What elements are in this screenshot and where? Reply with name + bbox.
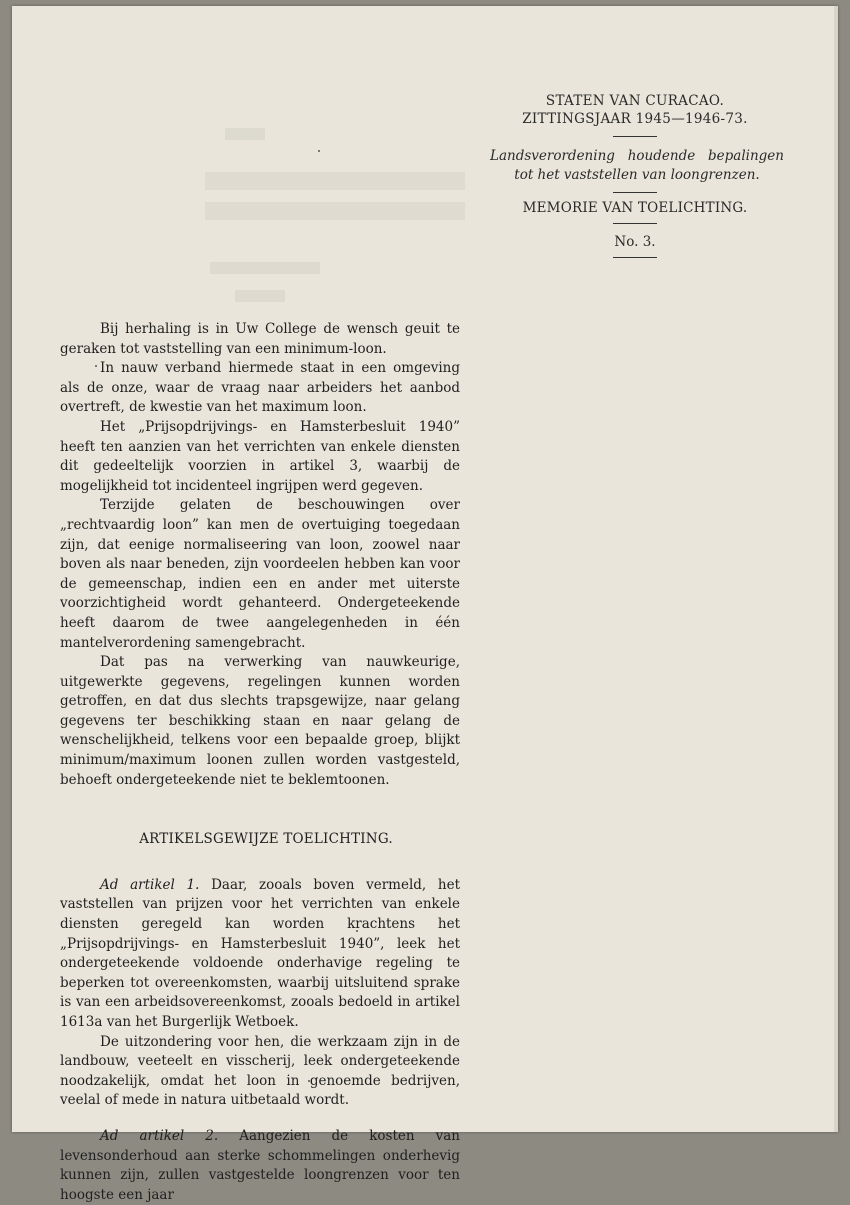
paragraph-gap [60, 1111, 460, 1127]
intro-paragraph: Terzijde gelaten de beschouwingen over „rechtvaardig loon” kan men de overtuiging toegedaan zijn, dat eenige normaliseering van loon, zoowel naar boven als naar beneden, zijn voordeelen hebben kan voor de gemeenschap, indien een en ander met uiterste voorzichtigheid wordt gehanteerd. Ondergeteekende heeft daarom de twee aangelegenheden in één mantelverordening samengebracht. [60, 497, 460, 651]
section-heading: ARTIKELSGEWIJZE TOELICHTING. [139, 831, 393, 848]
article-paragraph [60, 876, 460, 1033]
header-divider [613, 192, 657, 193]
page-edge [834, 6, 838, 1132]
document-number: No. 3. [614, 234, 656, 250]
intro-paragraph: Het „Prijsopdrijvings- en Hamsterbesluit 1940” heeft ten aanzien van het verrichten van enkele diensten dit gedeeltelijk voorzien in artikel 3, waarbij de mogelijkheid tot incidenteel ingrijpen werd gegeven. [60, 418, 460, 494]
bleed-through-artifact [225, 128, 265, 140]
article-label: Ad artikel 1. [100, 876, 200, 893]
header-title: STATEN VAN CURACAO. [545, 93, 725, 109]
intro-paragraph: Dat pas na verwerking van nauwkeurige, uitgewerkte gegevens, regelingen kunnen worden getroffen, en dat dus slechts trapsgewijze, naar gelang gegevens ter beschikking staan en naar gelang de wenschelijkheid, telkens voor een bepaalde groep, blijkt minimum/maximum loonen zullen worden vastgesteld, behoeft ondergeteekende niet te beklemtoonen. [60, 654, 460, 788]
header-subtitle: Landsverordening houdende bepalingen tot het vaststellen van loongrenzen. [490, 148, 784, 183]
bleed-through-artifact [210, 262, 320, 274]
bleed-through-artifact [235, 290, 285, 302]
memorie-heading: MEMORIE VAN TOELICHTING. [522, 200, 748, 216]
header-divider [613, 136, 657, 137]
header-divider [613, 223, 657, 224]
paper-speck [318, 150, 320, 152]
intro-paragraph: Bij herhaling is in Uw College de wensch geuit te geraken tot vaststelling van een minimum-loon. [60, 321, 460, 357]
header-divider [613, 257, 657, 258]
document-body [60, 320, 460, 1205]
article-text: Daar, zooals boven vermeld, het vaststellen van prijzen voor het verrichten van enkele diensten geregeld kan worden krachtens het „Prijsopdrijvings- en Hamsterbesluit 1940”, leek het ondergeteekende voldoende onderhavige regeling te beperken tot overeenkomsten, waarbij uitsluitend sprake is van een arbeidsovereenkomst, zooals bedoeld in artikel 1613a van het Burgerlijk Wetboek. [60, 876, 461, 1030]
article-paragraph: De uitzondering voor hen, die werkzaam zijn in de landbouw, veeteelt en visscherij, leek ondergeteekende noodzakelijk, omdat het loon in genoemde bedrijven, veelal of mede in natura uitbetaald wordt. [60, 1033, 460, 1109]
document-header [480, 92, 790, 265]
article-text: Aangezien de kosten van levensonderhoud aan sterke schommelingen onderhevig kunnen zijn, zullen vastgestelde loongrenzen voor ten hoogste een jaar [60, 1127, 460, 1203]
bleed-through-artifact [205, 172, 465, 232]
intro-paragraph: In nauw verband hiermede staat in een omgeving als de onze, waar de vraag naar arbeiders het aanbod overtreft, de kwestie van het maximum loon. [60, 360, 460, 416]
article-label: Ad artikel 2. [100, 1127, 219, 1144]
header-session: ZITTINGSJAAR 1945—1946-73. [522, 111, 748, 127]
article-paragraph [60, 1127, 460, 1205]
